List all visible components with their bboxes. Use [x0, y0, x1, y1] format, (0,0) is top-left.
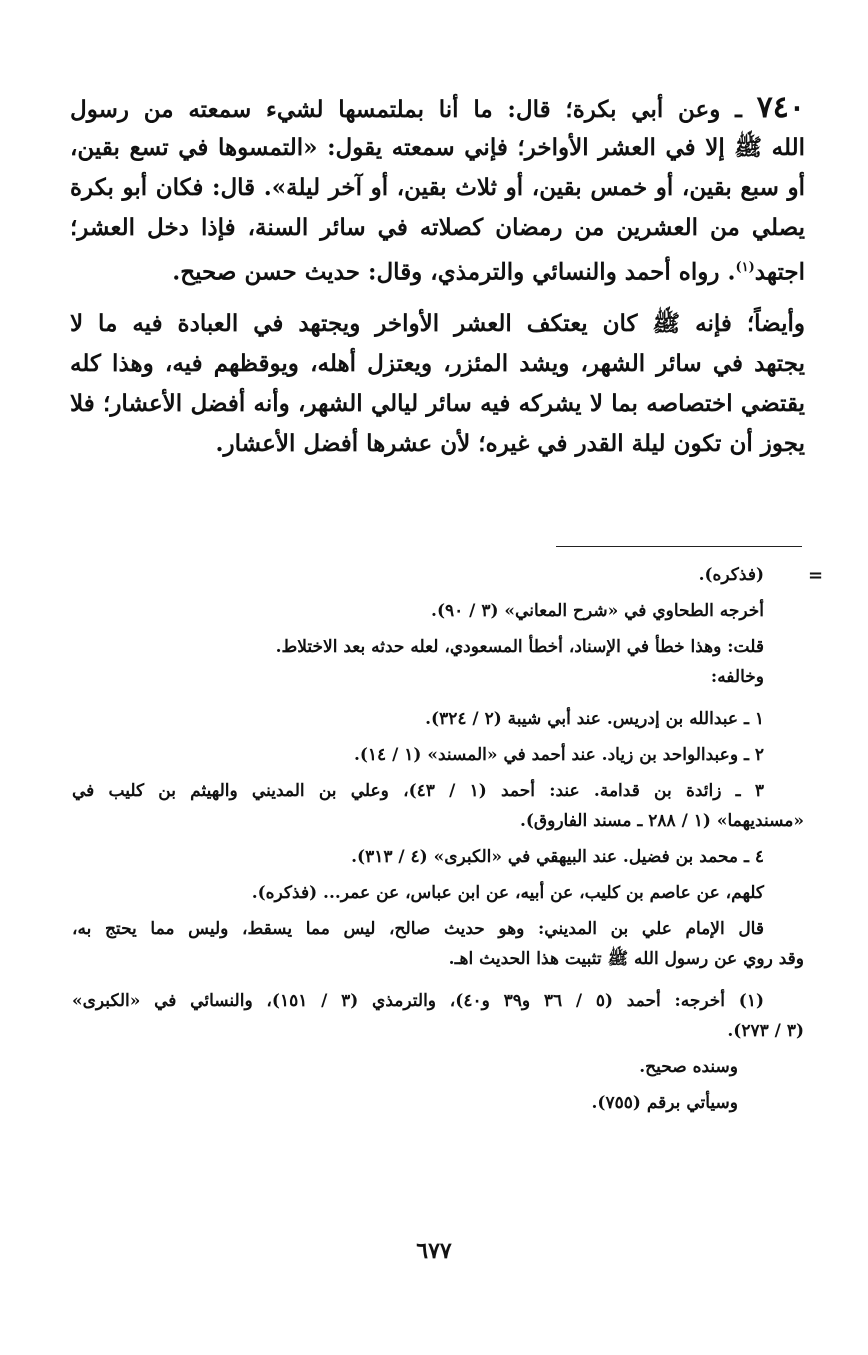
- para2-line-2: يجتهد في سائر الشهر، ويشد المئزر، ويعتزل أهله، ويوقظهم فيه، وهذا كله: [70, 350, 805, 377]
- footnote-line: ١ ـ عبدالله بن إدريس. عند أبي شيبة (٢ / ٣٢٤).: [425, 709, 764, 729]
- footnote-line: وخالفه:: [710, 667, 764, 687]
- footnote-1-line: (٣ / ٢٧٣).: [727, 1021, 804, 1041]
- para2-line-3: يقتضي اختصاصه بما لا يشركه فيه سائر ليالي الشهر، وأنه أفضل الأعشار؛ فلا: [70, 390, 805, 417]
- footnote-line: «مسنديهما» (١ / ٢٨٨ ـ مسند الفاروق).: [519, 811, 804, 831]
- hadith-line-3: أو سبع بقين، أو خمس بقين، أو ثلاث بقين، أو آخر ليلة». قال: فكان أبو بكرة: [70, 174, 805, 201]
- main-text: [70, 88, 805, 464]
- hadith-line-4: يصلي من العشرين من رمضان كصلاته في سائر السنة، فإذا دخل العشر؛: [70, 214, 805, 241]
- footnote-separator: [556, 546, 802, 547]
- footnote-line: ٢ ـ وعبدالواحد بن زياد. عند أحمد في «المسند» (١ / ١٤).: [353, 745, 764, 765]
- footnote-line: أخرجه الطحاوي في «شرح المعاني» (٣ / ٩٠).: [431, 601, 764, 621]
- hadith-line-5: [70, 248, 805, 288]
- footnote-line: ٣ ـ زائدة بن قدامة. عند: أحمد (١ / ٤٣)، وعلي بن المديني والهيثم بن كليب في: [72, 781, 765, 801]
- footnote-line: وقد روي عن رسول الله ﷺ تثبيت هذا الحديث اهـ.: [448, 949, 804, 969]
- page-number: ٦٧٧: [416, 1238, 452, 1264]
- hadith-text-1: ـ وعن أبي بكرة؛ قال: ما أنا بملتمسها لشيء سمعته من رسول: [70, 96, 742, 123]
- footnote-line: قال الإمام علي بن المديني: وهو حديث صالح، ليس مما يسقط، وليس مما يحتج به،: [72, 919, 764, 939]
- hadith-text-5b: . رواه أحمد والنسائي والترمذي، وقال: حديث حسن صحيح.: [172, 258, 736, 286]
- hadith-line-2: الله ﷺ إلا في العشر الأواخر؛ فإني سمعته يقول: «التمسوها في تسع بقين،: [70, 134, 805, 161]
- footnote-line: ٤ ـ محمد بن فضيل. عند البيهقي في «الكبرى» (٤ / ٣١٣).: [351, 847, 764, 867]
- hadith-line-1: [70, 88, 805, 128]
- footnote-line: قلت: وهذا خطأ في الإسناد، أخطأ المسعودي، لعله حدثه بعد الاختلاط.: [275, 637, 764, 657]
- para2-line-4: يجوز أن تكون ليلة القدر في غيره؛ لأن عشرها أفضل الأعشار.: [215, 430, 805, 457]
- footnote-1-line: (١) أخرجه: أحمد (٥ / ٣٦ و٣٩ و٤٠)، والترمذي (٣ / ١٥١)، والنسائي في «الكبرى»: [72, 991, 765, 1011]
- footnote-1-line: وسنده صحيح.: [639, 1057, 738, 1077]
- footnote-line: (فذكره).: [698, 565, 764, 585]
- hadith-text-5a: اجتهد: [754, 258, 805, 286]
- footnote-ref: (١): [735, 260, 755, 275]
- footnote-line: كلهم، عن عاصم بن كليب، عن أبيه، عن ابن عباس، عن عمر... (فذكره).: [251, 883, 764, 903]
- continuation-mark: =: [808, 565, 824, 586]
- hadith-number: ٧٤٠: [756, 90, 805, 125]
- para2-line-1: وأيضاً؛ فإنه ﷺ كان يعتكف العشر الأواخر ويجتهد في العبادة فيه ما لا: [70, 310, 805, 337]
- footnotes: [72, 560, 804, 1118]
- footnote-1-line: وسيأتي برقم (٧٥٥).: [591, 1093, 738, 1113]
